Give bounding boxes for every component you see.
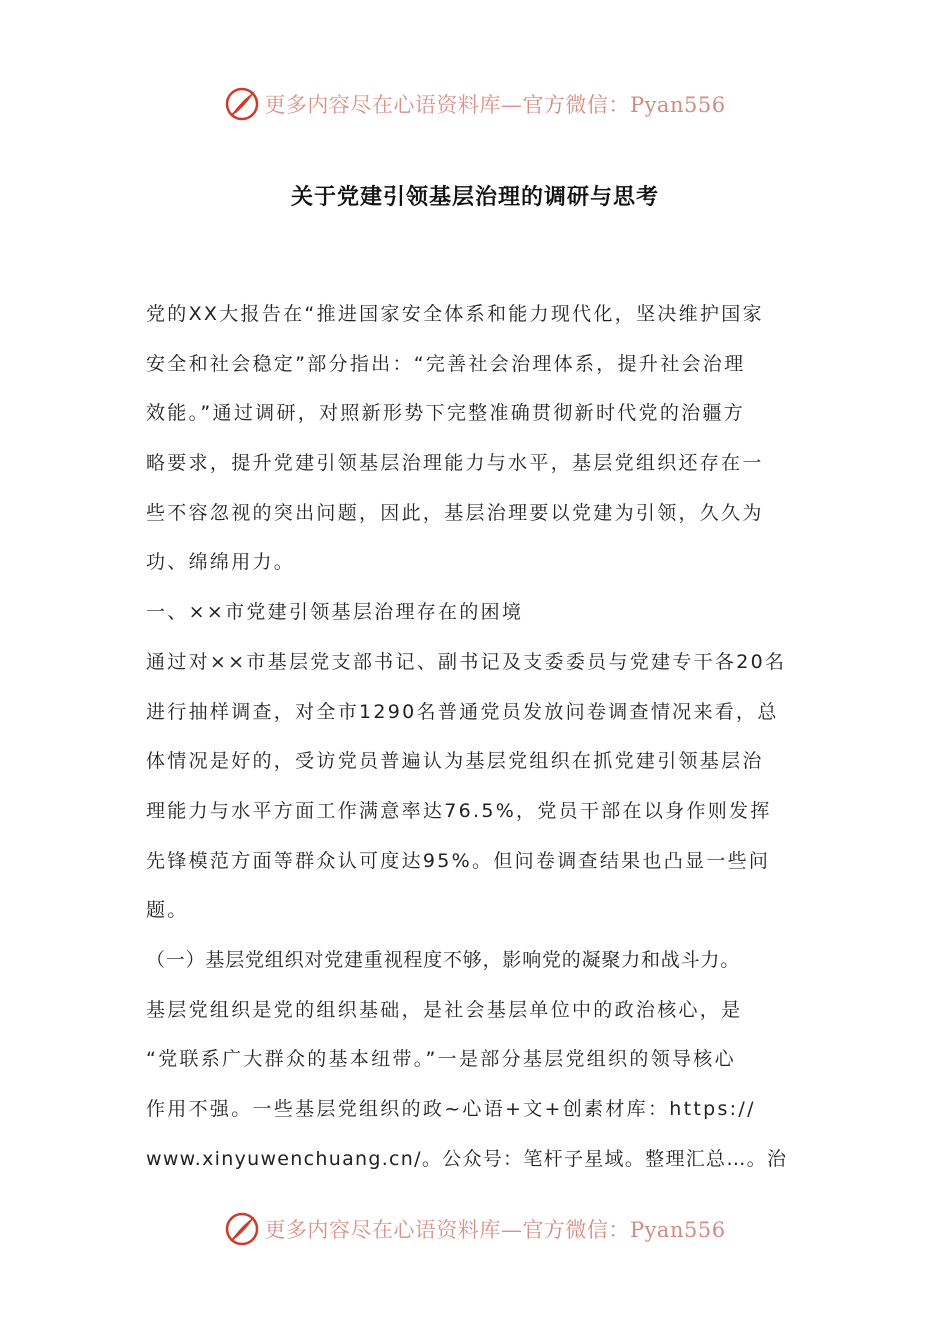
text-line: 题。 <box>146 899 189 922</box>
watermark-main-text: 更多内容尽在心语资料库— <box>264 93 523 117</box>
watermark-banner-top <box>0 80 950 128</box>
document-body <box>146 290 810 1184</box>
subsection-heading: （一）基层党组织对党建重视程度不够，影响党的凝聚力和战斗力。 <box>146 948 741 971</box>
quill-logo-icon <box>224 86 260 122</box>
watermark-wechat-id: Pyan556 <box>629 93 726 117</box>
text-line: 略要求，提升党建引领基层治理能力与水平，基层党组织还存在一 <box>146 452 764 475</box>
text-line: 些不容忽视的突出问题，因此，基层治理要以党建为引领，久久为 <box>146 501 764 524</box>
watermark-main-text: 更多内容尽在心语资料库— <box>264 1218 523 1242</box>
document-title: 关于党建引领基层治理的调研与思考 <box>290 184 659 210</box>
quill-logo-icon <box>224 1211 260 1247</box>
watermark-banner-bottom <box>0 1205 950 1253</box>
section-heading: 一、××市党建引领基层治理存在的困境 <box>146 601 524 624</box>
text-line: 作用不强。一些基层党组织的政~心语+文+创素材库：https:// <box>146 1098 756 1120</box>
text-line: 安全和社会稳定”部分指出：“完善社会治理体系，提升社会治理 <box>146 352 746 375</box>
text-line: 效能。”通过调研，对照新形势下完整准确贯彻新时代党的治疆方 <box>146 402 746 425</box>
watermark-wechat-id: Pyan556 <box>629 1218 726 1242</box>
watermark-text <box>264 1214 725 1244</box>
watermark-text <box>264 89 725 119</box>
text-line: 先锋模范方面等群众认可度达95%。但问卷调查结果也凸显一些问 <box>146 849 771 872</box>
text-line: 进行抽样调查，对全市1290名普通党员发放问卷调查情况来看，总 <box>146 700 779 723</box>
text-line: 通过对××市基层党支部书记、副书记及支委委员与党建专干各20名 <box>146 650 787 673</box>
text-line: 党的XX大报告在“推进国家安全体系和能力现代化，坚决维护国家 <box>146 303 764 325</box>
text-line: 体情况是好的，受访党员普遍认为基层党组织在抓党建引领基层治 <box>146 750 764 773</box>
watermark-wechat-label: 官方微信： <box>522 1218 630 1242</box>
text-line: 理能力与水平方面工作满意率达76.5%，党员干部在以身作则发挥 <box>146 799 772 822</box>
text-line: “党联系广大群众的基本纽带。”一是部分基层党组织的领导核心 <box>146 1048 736 1071</box>
text-line: www.xinyuwenchuang.cn/。公众号：笔杆子星域。整理汇总…。治 <box>146 1147 788 1170</box>
text-line: 基层党组织是党的组织基础，是社会基层单位中的政治核心，是 <box>146 998 743 1021</box>
watermark-wechat-label: 官方微信： <box>522 93 630 117</box>
text-line: 功、绵绵用力。 <box>146 551 296 574</box>
